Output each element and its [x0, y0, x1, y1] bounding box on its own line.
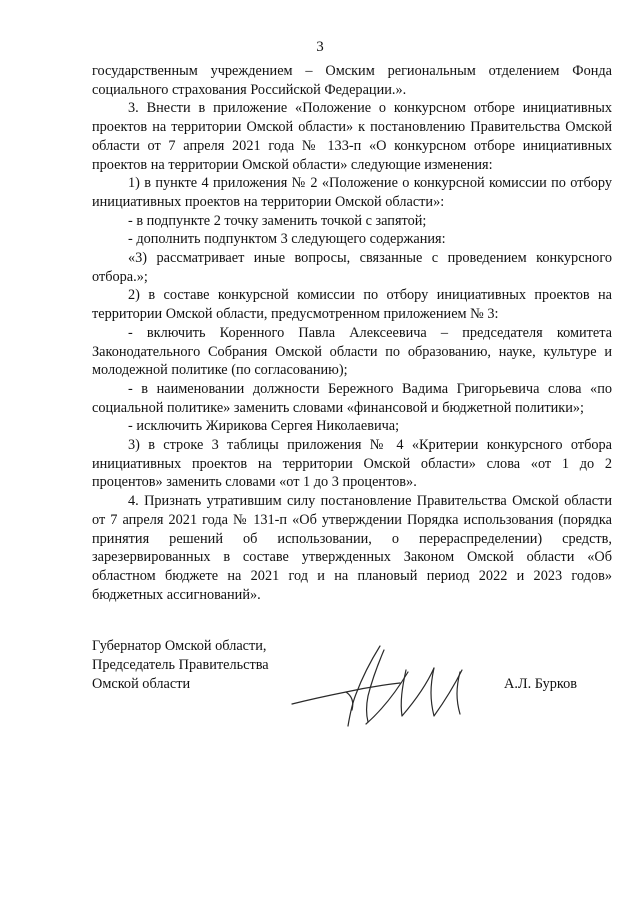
signatory-title-line-2: Председатель Правительства	[92, 657, 269, 673]
paragraph-item-4: 4. Признать утратившим силу постановление Правительства Омской области от 7 апреля 2021 года № 131-п «Об утверждении Порядка использования (порядка принятия решений об использовании, о перераспределении) средств, зарезервированных в составе утвержденных Законом Омской области «Об областном бюджете на 2021 год и на плановый период 2022 и 2023 годов» бюджетных ассигнований».	[92, 493, 612, 603]
paragraph-item-3: 3. Внести в приложение «Положение о конкурсном отборе инициативных проектов на территории Омской области» к постановлению Правительства Омской области от 7 апреля 2021 года № 133-п «О конкурсном отборе инициативных проектов на территории Омской области» следующие изменения:	[92, 100, 612, 173]
paragraph-continuation: государственным учреждением – Омским региональным отделением Фонда социального страхования Российской Федерации.».	[92, 63, 612, 98]
paragraph-subitem-2: 2) в составе конкурсной комиссии по отбору инициативных проектов на территории Омской области, предусмотренном приложением № 3:	[92, 287, 612, 323]
paragraph-dash-rename: - в наименовании должности Бережного Вадима Григорьевича слова «по социальной политике» заменить словами «финансовой и бюджетной политики»;	[92, 380, 612, 416]
paragraph-quoted-subitem: «3) рассматривает иные вопросы, связанные с проведением конкурсного отбора.»;	[92, 250, 612, 285]
paragraph-dash-1: - в подпункте 2 точку заменить точкой с запятой;	[128, 212, 427, 229]
paragraph-subitem-1: 1) в пункте 4 приложения № 2 «Положение о конкурсной комиссии по отбору инициативных проектов на территории Омской области»:	[92, 175, 612, 210]
document-body	[92, 62, 612, 604]
signatory-title-line-3: Омской области	[92, 676, 191, 692]
paragraph-dash-include: - включить Коренного Павла Алексеевича – председателя комитета Законодательного Собрания Омской области по образованию, науке, культуре и молодежной политике (по согласованию);	[92, 324, 612, 379]
paragraph-subitem-3: 3) в строке 3 таблицы приложения № 4 «Критерии конкурсного отбора инициативных проектов на территории Омской области» слова «от 1 до 2 процентов» заменить словами «от 1 до 3 процентов».	[92, 437, 612, 491]
handwritten-signature	[288, 640, 478, 730]
page-number: 3	[316, 39, 324, 55]
signatory-title-line-1: Губернатор Омской области,	[92, 638, 267, 654]
paragraph-dash-exclude: - исключить Жирикова Сергея Николаевича;	[128, 418, 400, 435]
signatory-name: А.Л. Бурков	[504, 676, 578, 692]
paragraph-dash-2: - дополнить подпунктом 3 следующего содержания:	[128, 231, 446, 248]
